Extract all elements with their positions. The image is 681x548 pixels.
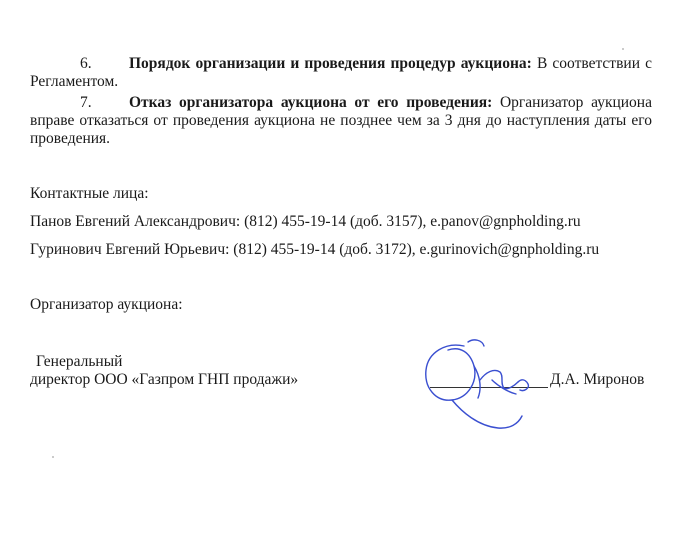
section-heading: Отказ организатора аукциона от его проведения: <box>129 94 493 111</box>
scan-speck <box>622 48 624 50</box>
organizer-label: Организатор аукциона: <box>30 296 183 313</box>
scan-speck <box>52 456 54 458</box>
contact-person-1: Панов Евгений Александрович: (812) 455-19-14 (доб. 3157), e.panov@gnpholding.ru <box>30 213 581 230</box>
section-heading: Порядок организации и проведения процедур аукциона: <box>129 55 532 72</box>
signatory-title-line1: Генеральный <box>36 353 123 370</box>
section-number: 7. <box>80 94 92 111</box>
contact-person-2: Гуринович Евгений Юрьевич: (812) 455-19-14 (доб. 3172), e.gurinovich@gnpholding.ru <box>30 241 600 258</box>
section-6 <box>30 55 652 91</box>
signatory-name: Д.А. Миронов <box>550 371 645 388</box>
section-7 <box>30 94 652 148</box>
section-text: Организатор аукциона вправе отказаться от проведения аукциона не позднее чем за 3 дня до наступления даты его проведения. <box>30 94 652 147</box>
signatory-title-line2: директор ООО «Газпром ГНП продажи» <box>30 371 299 388</box>
section-text: В соответствии с Регламентом. <box>30 55 652 90</box>
handwritten-signature <box>418 336 548 436</box>
contacts-label: Контактные лица: <box>30 185 149 202</box>
section-number: 6. <box>80 55 92 72</box>
